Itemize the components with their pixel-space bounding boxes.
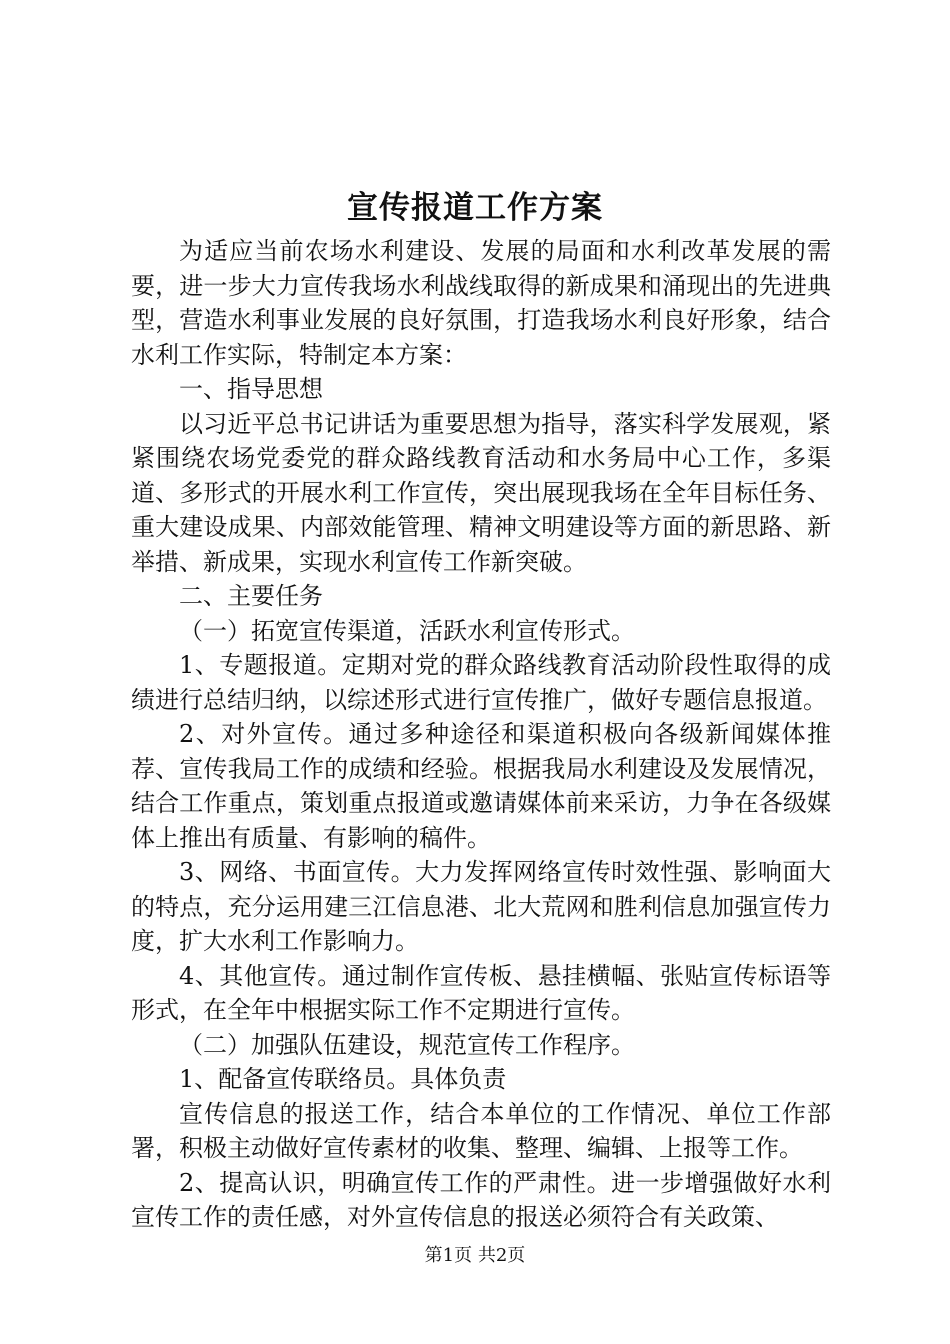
task-item-liaison: 1、配备宣传联络员。具体负责	[179, 1065, 507, 1093]
liaison-detail-paragraph: 宣传信息的报送工作，结合本单位的工作情况、单位工作部署，积极主动做好宣传素材的收集、整理、编辑、上报等工作。	[131, 1099, 831, 1162]
section-heading-main-tasks: 二、主要任务	[179, 582, 323, 610]
intro-paragraph: 为适应当前农场水利建设、发展的局面和水利改革发展的需要，进一步大力宣传我场水利战线取得的新成果和涌现出的先进典型，营造水利事业发展的良好氛围，打造我场水利良好形象，结合水利工作实际，特制定本方案：	[131, 237, 831, 369]
page-number-footer: 第1页 共2页	[424, 1245, 526, 1266]
document-title: 宣传报道工作方案	[347, 190, 603, 226]
task-item-other-publicity: 4、其他宣传。通过制作宣传板、悬挂横幅、张贴宣传标语等形式，在全年中根据实际工作不定期进行宣传。	[131, 961, 831, 1024]
document-body	[131, 234, 831, 1235]
task-item-network-publicity: 3、网络、书面宣传。大力发挥网络宣传时效性强、影响面大的特点，充分运用建三江信息港、北大荒网和胜利信息加强宣传力度，扩大水利工作影响力。	[131, 858, 831, 955]
section-heading-guiding-thought: 一、指导思想	[179, 375, 323, 403]
subsection-heading-2: （二）加强队伍建设，规范宣传工作程序。	[179, 1030, 635, 1059]
guiding-thought-paragraph: 以习近平总书记讲话为重要思想为指导，落实科学发展观，紧紧围绕农场党委党的群众路线教育活动和水务局中心工作，多渠道、多形式的开展水利工作宣传，突出展现我场在全年目标任务、重大建设成果、内部效能管理、精神文明建设等方面的新思路、新举措、新成果，实现水利宣传工作新突破。	[131, 409, 831, 576]
subsection-heading-1: （一）拓宽宣传渠道，活跃水利宣传形式。	[179, 616, 635, 645]
task-item-awareness: 2、提高认识，明确宣传工作的严肃性。进一步增强做好水利宣传工作的责任感，对外宣传信息的报送必须符合有关政策、	[131, 1168, 831, 1231]
task-item-special-reports: 1、专题报道。定期对党的群众路线教育活动阶段性取得的成绩进行总结归纳，以综述形式进行宣传推广，做好专题信息报道。	[131, 651, 831, 714]
task-item-external-publicity: 2、对外宣传。通过多种途径和渠道积极向各级新闻媒体推荐、宣传我局工作的成绩和经验。根据我局水利建设及发展情况，结合工作重点，策划重点报道或邀请媒体前来采访，力争在各级媒体上推出有质量、有影响的稿件。	[131, 720, 831, 852]
